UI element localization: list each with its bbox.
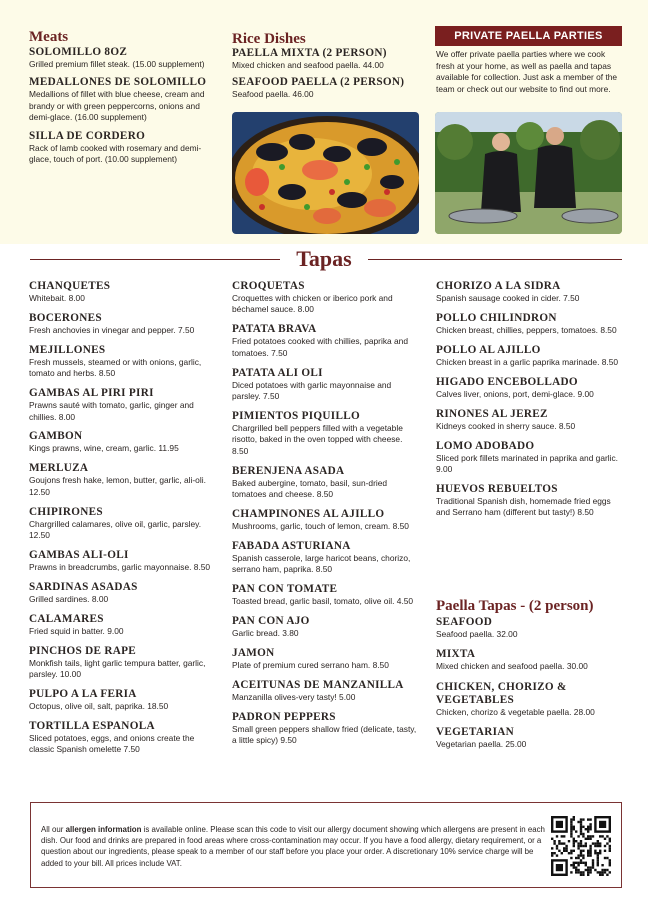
menu-item bbox=[436, 616, 622, 640]
item-name: PATATA ALI OLI bbox=[232, 366, 323, 379]
item-name: MIXTA bbox=[436, 648, 476, 661]
item-desc: Grilled sardines. 8.00 bbox=[29, 593, 109, 604]
item-desc: Grilled premium fillet steak. (15.00 supplement) bbox=[29, 59, 205, 69]
item-desc: Fried squid in batter. 9.00 bbox=[29, 625, 124, 636]
item-name: SEAFOOD PAELLA (2 PERSON) bbox=[232, 76, 405, 89]
item-name: HIGADO ENCEBOLLADO bbox=[436, 375, 578, 388]
item-name: MEJILLONES bbox=[29, 343, 106, 356]
item-name: RINONES AL JEREZ bbox=[436, 407, 548, 420]
item-desc: Traditional Spanish dish, homemade fried eggs and Serrano ham (different but tasty!) 8.50 bbox=[436, 495, 611, 518]
item-name: POLLO AL AJILLO bbox=[436, 343, 541, 356]
menu-item bbox=[29, 387, 219, 423]
menu-item bbox=[232, 540, 418, 576]
item-name: PATATA BRAVA bbox=[232, 323, 317, 336]
item-desc: Spanish casserole, large haricot beans, chorizo, serrano ham, paprika. 8.50 bbox=[232, 552, 411, 575]
item-desc: Fried potatoes cooked with chillies, paprika and tomatoes. 7.50 bbox=[232, 336, 408, 358]
item-name: BOCERONES bbox=[29, 311, 102, 324]
menu-item bbox=[29, 613, 219, 637]
item-desc: Fresh anchovies in vinegar and pepper. 7.50 bbox=[29, 324, 195, 335]
menu-item bbox=[232, 508, 418, 532]
menu-item bbox=[436, 344, 622, 368]
item-desc: Octopus, olive oil, salt, paprika. 18.50 bbox=[29, 701, 169, 711]
item-name: CROQUETAS bbox=[232, 280, 305, 292]
menu-item bbox=[232, 367, 418, 403]
item-name: SEAFOOD bbox=[436, 616, 493, 628]
item-name: PIMIENTOS PIQUILLO bbox=[232, 409, 360, 422]
item-desc: Mixed chicken and seafood paella. 44.00 bbox=[232, 60, 384, 70]
rice-title: Rice Dishes bbox=[232, 31, 306, 47]
menu-item bbox=[29, 130, 219, 166]
menu-item bbox=[232, 647, 418, 671]
paella-tapas-title: Paella Tapas - (2 person) bbox=[436, 598, 594, 614]
allergen-notice bbox=[30, 802, 622, 888]
menu-item bbox=[29, 46, 219, 70]
item-desc: Kidneys cooked in sherry sauce. 8.50 bbox=[436, 420, 576, 431]
item-desc: Sliced potatoes, eggs, and onions create the classic Spanish omelette 7.50 bbox=[29, 732, 195, 755]
item-desc: Rack of lamb cooked with rosemary and demi-glace, touch of port. (10.00 supplement) bbox=[29, 142, 202, 165]
private-parties-heading: PRIVATE PAELLA PARTIES bbox=[435, 26, 622, 46]
item-desc: Vegetarian paella. 25.00 bbox=[436, 739, 527, 750]
menu-item bbox=[29, 720, 219, 756]
item-name: MERLUZA bbox=[29, 462, 89, 475]
item-desc: Manzanilla olives-very tasty! 5.00 bbox=[232, 691, 356, 702]
menu-item bbox=[232, 711, 418, 747]
item-name: LOMO ADOBADO bbox=[436, 439, 535, 452]
allergen-text bbox=[41, 824, 546, 869]
item-name: PAN CON AJO bbox=[232, 615, 310, 628]
item-name: BERENJENA ASADA bbox=[232, 464, 345, 477]
menu-item bbox=[436, 312, 622, 336]
item-desc: Prawns in breadcrumbs, garlic mayonnaise. 8.50 bbox=[29, 561, 211, 572]
item-desc: Garlic bread. 3.80 bbox=[232, 628, 299, 639]
item-name: CHIPIRONES bbox=[29, 505, 103, 518]
item-name: PADRON PEPPERS bbox=[232, 710, 336, 723]
tapas-title: Tapas bbox=[296, 246, 352, 271]
item-name: SOLOMILLO 8OZ bbox=[29, 46, 128, 58]
item-name: GAMBON bbox=[29, 430, 83, 443]
item-desc: Baked aubergine, tomato, basil, sun-dried tomatoes and cheese. 8.50 bbox=[232, 477, 388, 500]
item-name: FABADA ASTURIANA bbox=[232, 539, 351, 552]
item-desc: Chargrilled bell peppers filled with a vegetable risotto, baked in the oven topped with cheese. 8.50 bbox=[232, 422, 403, 456]
meats-title: Meats bbox=[29, 29, 69, 45]
item-desc: Croquettes with chicken or iberico pork and béchamel sauce. 8.00 bbox=[232, 293, 393, 315]
menu-item bbox=[29, 344, 219, 380]
item-desc: Prawns sauté with tomato, garlic, ginger and chillies. 8.00 bbox=[29, 400, 194, 422]
menu-item bbox=[436, 280, 622, 304]
menu-item bbox=[436, 440, 622, 476]
item-name: ACEITUNAS DE MANZANILLA bbox=[232, 678, 404, 691]
menu-item bbox=[436, 681, 622, 718]
item-desc: Plate of premium cured serrano ham. 8.50 bbox=[232, 660, 389, 670]
item-desc: Toasted bread, garlic basil, tomato, olive oil. 4.50 bbox=[232, 596, 414, 607]
item-desc: Calves liver, onions, port, demi-glace. 9.00 bbox=[436, 388, 594, 399]
tapas-column-2 bbox=[232, 280, 418, 754]
item-name: CALAMARES bbox=[29, 612, 104, 625]
menu-item bbox=[232, 280, 418, 316]
item-name: GAMBAS ALI-OLI bbox=[29, 548, 129, 561]
menu-item bbox=[232, 47, 422, 71]
paella-photo bbox=[232, 112, 419, 234]
menu-item bbox=[436, 726, 622, 750]
item-name: SARDINAS ASADAS bbox=[29, 580, 138, 593]
item-name: PAELLA MIXTA (2 PERSON) bbox=[232, 47, 387, 59]
menu-item bbox=[232, 410, 418, 457]
menu-item bbox=[29, 549, 219, 573]
menu-item bbox=[436, 408, 622, 432]
menu-item bbox=[29, 581, 219, 605]
menu-item bbox=[232, 465, 418, 501]
item-name: POLLO CHILINDRON bbox=[436, 311, 557, 324]
menu-item bbox=[232, 679, 418, 703]
item-desc: Chicken breast, chillies, peppers, tomatoes. 8.50 bbox=[436, 324, 617, 335]
menu-item bbox=[29, 280, 219, 304]
item-name: CHICKEN, CHORIZO & VEGETABLES bbox=[436, 680, 567, 706]
menu-item bbox=[436, 483, 622, 519]
item-name: CHAMPINONES AL AJILLO bbox=[232, 507, 385, 520]
menu-item bbox=[29, 645, 219, 681]
menu-item bbox=[232, 323, 418, 359]
menu-item bbox=[232, 615, 418, 639]
item-name: VEGETARIAN bbox=[436, 726, 515, 739]
item-name: PULPO A LA FERIA bbox=[29, 688, 137, 700]
qr-code-icon[interactable] bbox=[551, 816, 611, 876]
item-desc: Mixed chicken and seafood paella. 30.00 bbox=[436, 661, 588, 672]
item-desc: Diced potatoes with garlic mayonnaise and parsley. 7.50 bbox=[232, 379, 392, 402]
item-desc: Medallions of fillet with blue cheese, cream and brandy or with green peppercorns, onions and demi-glace. (16.00 supplement) bbox=[29, 89, 205, 123]
menu-item bbox=[29, 312, 219, 336]
item-desc: Seafood paella. 46.00 bbox=[232, 89, 314, 100]
menu-item bbox=[29, 430, 219, 454]
item-name: PINCHOS DE RAPE bbox=[29, 644, 137, 657]
private-parties-text: We offer private paella parties where we cook fresh at your home, as well as paella and tapas available for collection. Just ask a member of the team or check out our website to find out more. bbox=[436, 49, 618, 94]
item-desc: Spanish sausage cooked in cider. 7.50 bbox=[436, 293, 580, 303]
item-desc: Mushrooms, garlic, touch of lemon, cream. 8.50 bbox=[232, 520, 409, 531]
item-desc: Small green peppers shallow fried (delicate, tasty, a little spicy) 9.50 bbox=[232, 723, 417, 746]
item-name: GAMBAS AL PIRI PIRI bbox=[29, 387, 154, 400]
item-desc: Chicken breast in a garlic paprika marinade. 8.50 bbox=[436, 356, 619, 367]
item-name: PAN CON TOMATE bbox=[232, 583, 338, 596]
item-desc: Chicken, chorizo & vegetable paella. 28.00 bbox=[436, 706, 595, 717]
allergen-rest: is available online. Please scan this code to visit our allergy document showing which allergens are present in each dish. Our food and drinks are prepared in food areas where cross-contamination may occur. If you have a food allergy, dietary requirement, or a question about our ingredients, please speak to a member of our staff before you place your order. A discretionary 10% service charge will be added to your bill. All prices include VAT. bbox=[41, 825, 545, 868]
allergen-prefix: All our bbox=[41, 825, 66, 834]
menu-item bbox=[29, 506, 219, 542]
menu-item bbox=[29, 76, 219, 123]
item-desc: Sliced pork fillets marinated in paprika and garlic. 9.00 bbox=[436, 452, 619, 474]
chefs-photo bbox=[435, 112, 622, 234]
tapas-column-3 bbox=[436, 280, 622, 526]
paella-tapas-section bbox=[436, 598, 622, 751]
item-name: JAMON bbox=[232, 647, 275, 659]
item-name: CHORIZO A LA SIDRA bbox=[436, 280, 561, 292]
rice-section bbox=[232, 31, 422, 101]
menu-item bbox=[436, 376, 622, 400]
item-desc: Monkfish tails, light garlic tempura batter, garlic, parsley. 10.00 bbox=[29, 657, 206, 680]
menu-item bbox=[29, 462, 219, 498]
menu-item bbox=[232, 76, 422, 100]
item-desc: Seafood paella. 32.00 bbox=[436, 629, 518, 639]
item-name: TORTILLA ESPANOLA bbox=[29, 719, 155, 732]
item-name: SILLA DE CORDERO bbox=[29, 129, 146, 142]
menu-item bbox=[436, 648, 622, 672]
item-name: MEDALLONES DE SOLOMILLO bbox=[29, 76, 207, 89]
allergen-bold: allergen information bbox=[65, 825, 142, 834]
item-desc: Whitebait. 8.00 bbox=[29, 293, 85, 303]
item-desc: Fresh mussels, steamed or with onions, garlic, tomato and herbs. 8.50 bbox=[29, 356, 202, 379]
menu-item bbox=[232, 583, 418, 607]
item-desc: Goujons fresh hake, lemon, butter, garlic, ali-oli. 12.50 bbox=[29, 475, 206, 497]
tapas-header bbox=[0, 244, 648, 274]
tapas-column-1 bbox=[29, 280, 219, 763]
item-desc: Kings prawns, wine, cream, garlic. 11.95 bbox=[29, 443, 179, 454]
item-name: HUEVOS REBUELTOS bbox=[436, 482, 558, 495]
item-name: CHANQUETES bbox=[29, 280, 111, 292]
menu-item bbox=[29, 688, 219, 712]
meats-section bbox=[29, 29, 219, 165]
item-desc: Chargrilled calamares, olive oil, garlic, parsley. 12.50 bbox=[29, 518, 202, 541]
